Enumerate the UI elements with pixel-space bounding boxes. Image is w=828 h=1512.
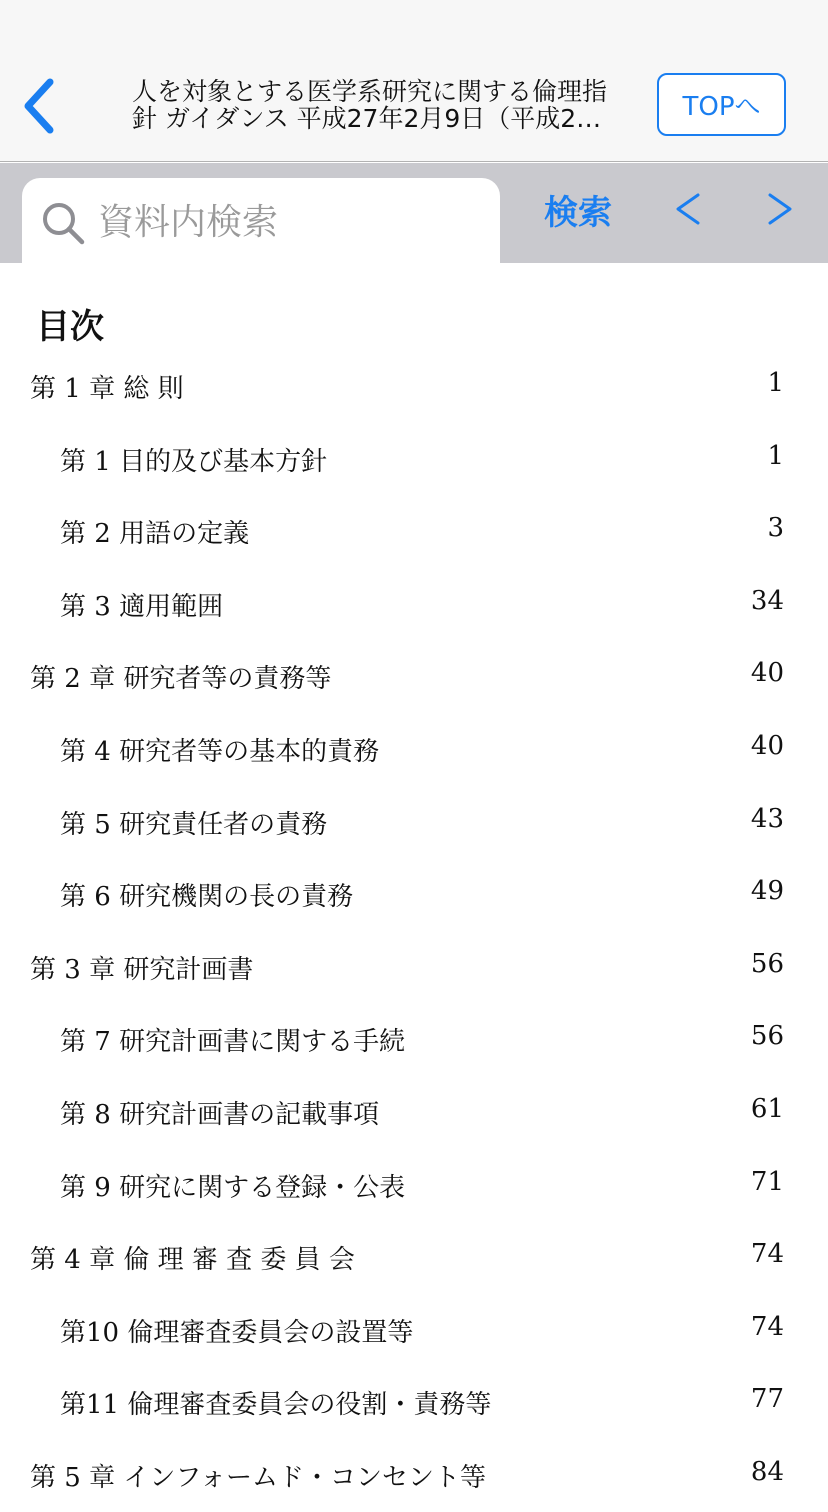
toc-page-number: 61 <box>750 1093 784 1124</box>
document-title <box>132 78 642 132</box>
toc-section[interactable] <box>0 858 828 931</box>
toc-section[interactable] <box>0 423 828 496</box>
toc-entry-label: 第 3 適用範囲 <box>60 591 224 622</box>
toc-entry-label: 第 1 目的及び基本方針 <box>60 446 328 477</box>
search-bar <box>0 163 828 263</box>
toc-page-number: 56 <box>750 948 784 979</box>
toc-page-number: 71 <box>750 1166 784 1197</box>
previous-result-button[interactable] <box>668 183 708 235</box>
search-field[interactable] <box>22 178 500 268</box>
toc-list <box>0 350 828 1512</box>
toc-entry-label: 第 2 用語の定義 <box>60 519 250 550</box>
toc-entry-label: 第 3 章 研究計画書 <box>30 954 254 985</box>
toc-page-number: 1 <box>767 440 784 471</box>
toc-heading: 目次 <box>36 307 104 347</box>
back-button[interactable] <box>18 76 62 136</box>
toc-page-number: 34 <box>750 585 784 616</box>
toc-section[interactable] <box>0 1149 828 1222</box>
toc-entry-label: 第 6 研究機関の長の責務 <box>60 882 354 913</box>
toc-page-number: 74 <box>750 1239 784 1270</box>
chevron-left-icon <box>18 76 62 136</box>
toc-section[interactable] <box>0 495 828 568</box>
toc-chapter[interactable] <box>0 931 828 1004</box>
toc-page-number: 40 <box>750 658 784 689</box>
toc-section[interactable] <box>0 568 828 641</box>
toc-section[interactable] <box>0 1003 828 1076</box>
toc-entry-label: 第 2 章 研究者等の責務等 <box>30 664 332 695</box>
toc-section[interactable] <box>0 786 828 859</box>
toc-chapter[interactable] <box>0 1221 828 1294</box>
toc-entry-label: 第 7 研究計画書に関する手続 <box>60 1027 406 1058</box>
next-result-button[interactable] <box>758 183 798 235</box>
toc-section[interactable] <box>0 1076 828 1149</box>
toc-entry-label: 第 9 研究に関する登録・公表 <box>60 1172 406 1203</box>
document-title-line-1: 人を対象とする医学系研究に関する倫理指 <box>132 77 608 106</box>
chevron-right-icon <box>758 183 798 235</box>
search-icon <box>40 200 86 246</box>
toc-chapter[interactable] <box>0 1439 828 1512</box>
toc-page-number: 56 <box>750 1021 784 1052</box>
toc-page-number: 84 <box>750 1456 784 1487</box>
toc-page-number: 77 <box>750 1384 784 1415</box>
toc-page-number: 49 <box>750 876 784 907</box>
toc-chapter[interactable] <box>0 350 828 423</box>
chevron-left-icon <box>668 183 708 235</box>
toc-page-number: 43 <box>750 803 784 834</box>
top-button[interactable]: TOPへ <box>657 73 786 136</box>
toc-entry-label: 第 5 章 インフォームド・コンセント等 <box>30 1462 487 1493</box>
toc-entry-label: 第 8 研究計画書の記載事項 <box>60 1099 380 1130</box>
toc-entry-label: 第 4 章 倫 理 審 査 委 員 会 <box>30 1245 355 1276</box>
toc-entry-label: 第10 倫理審査委員会の設置等 <box>60 1317 414 1348</box>
toc-section[interactable] <box>0 1366 828 1439</box>
toc-page-number: 40 <box>750 730 784 761</box>
toc-entry-label: 第11 倫理審査委員会の役割・責務等 <box>60 1390 492 1421</box>
toc-page-number: 3 <box>767 513 784 544</box>
navigation-bar <box>0 0 828 162</box>
toc-chapter[interactable] <box>0 640 828 713</box>
document-content <box>0 263 828 1493</box>
toc-entry-label: 第 1 章 総 則 <box>30 374 184 404</box>
toc-section[interactable] <box>0 713 828 786</box>
toc-entry-label: 第 4 研究者等の基本的責務 <box>60 736 380 767</box>
toc-entry-label: 第 5 研究責任者の責務 <box>60 809 328 840</box>
toc-page-number: 1 <box>767 368 784 398</box>
toc-section[interactable] <box>0 1294 828 1367</box>
search-button[interactable]: 検索 <box>544 193 612 233</box>
search-input[interactable] <box>98 192 478 252</box>
document-title-line-2: 針 ガイダンス 平成27年2月9日（平成2… <box>132 104 602 133</box>
toc-page-number: 74 <box>750 1311 784 1342</box>
